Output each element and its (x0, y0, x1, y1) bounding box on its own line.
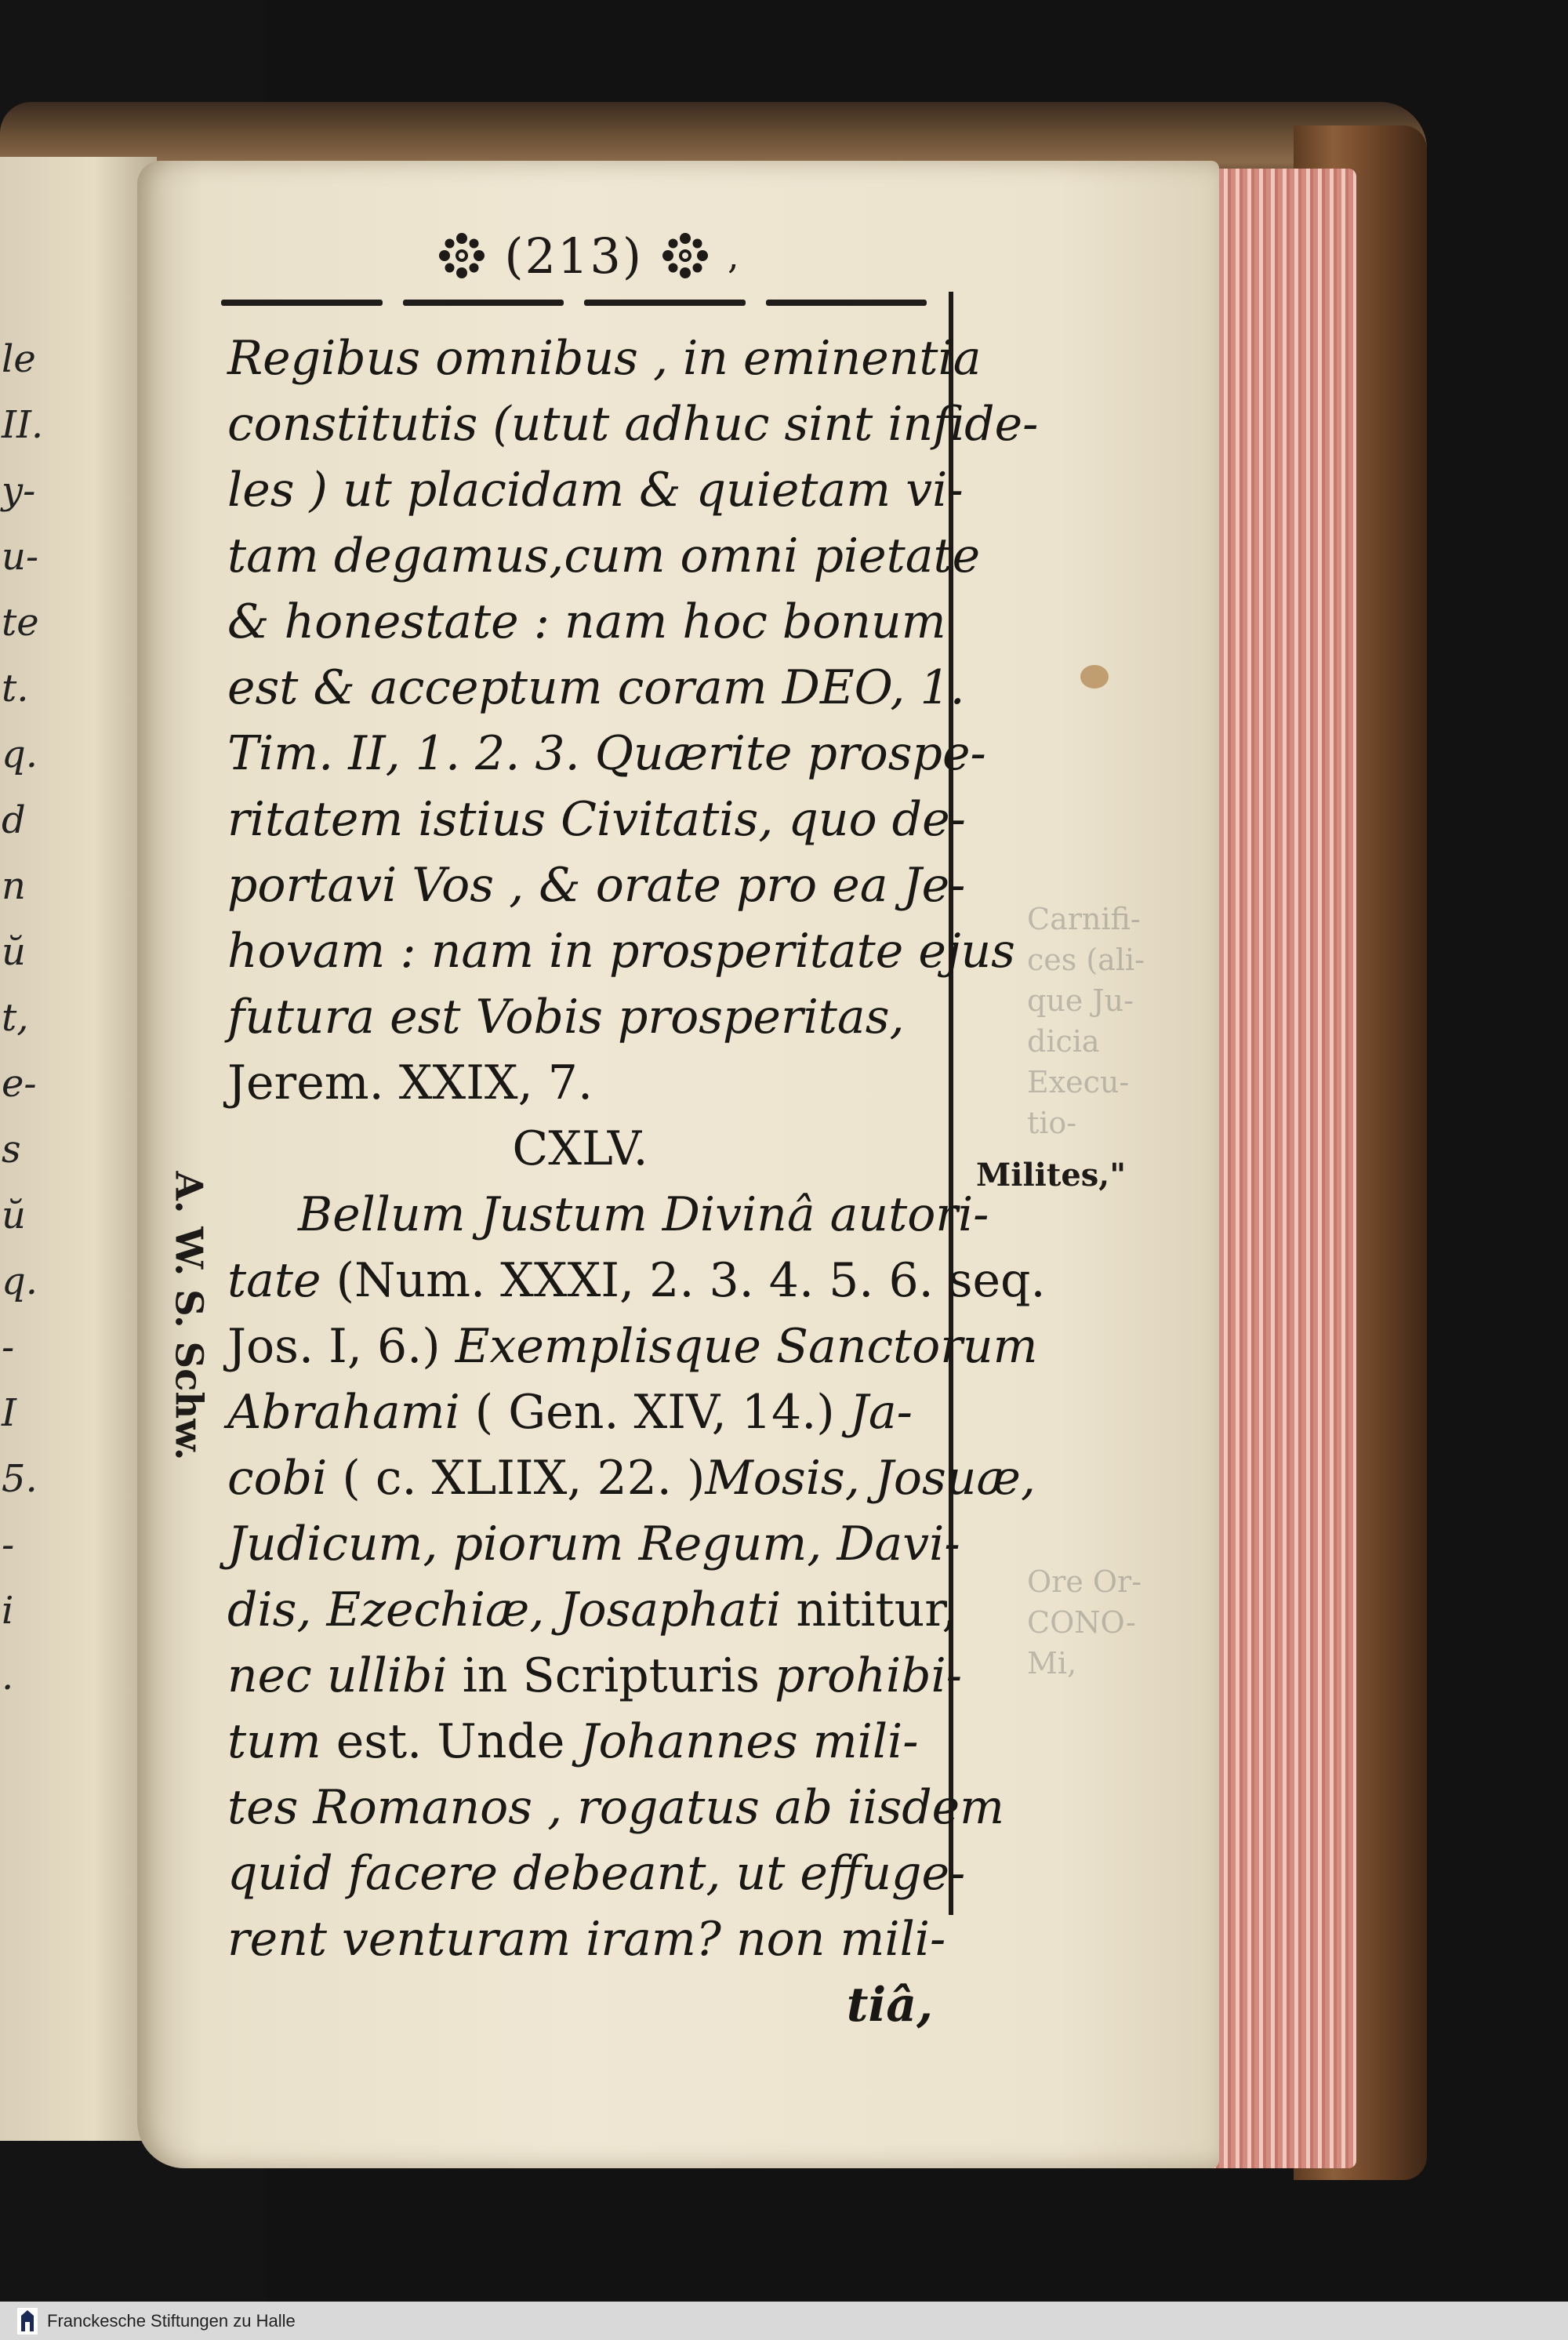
text-run: Bellum Justum Divinâ autori- (298, 1187, 989, 1242)
text-run: in Scripturis (447, 1648, 775, 1703)
text-line (227, 1379, 933, 1445)
ghost-text: Mi, (1027, 1646, 1077, 1681)
text-run: dis, Ezechiæ, Josaphati (227, 1582, 782, 1637)
text-line (227, 1314, 1038, 1379)
text-line (227, 1445, 1036, 1511)
rule-segment (584, 300, 746, 306)
ghost-text: CONO- (1027, 1605, 1136, 1640)
text-line (227, 721, 986, 787)
text-line (227, 325, 982, 391)
text-run: Abrahami (227, 1385, 460, 1440)
ghost-text: dicia (1027, 1024, 1100, 1059)
text-run: ( c. XLIIX, 22. ) (327, 1451, 706, 1506)
text-run: tam degamus,cum omni pietate (227, 529, 981, 583)
text-line (227, 1906, 946, 1972)
text-run: nititur, (781, 1582, 957, 1637)
ghost-text: que Ju- (1027, 983, 1134, 1018)
text-run: portavi Vos , & orate pro ea Je- (227, 858, 966, 913)
prev-page-fragment: ŭ (2, 1194, 26, 1237)
text-run: Jos. I, 6.) (227, 1319, 456, 1374)
ghost-text: Carnifi- (1027, 902, 1141, 936)
text-line (227, 1577, 957, 1643)
text-line (227, 1840, 966, 1906)
prev-page-fragment: - (2, 1523, 15, 1567)
text-run: Regibus omnibus , in eminentia (227, 331, 982, 386)
header-mark: , (728, 234, 739, 277)
text-line (227, 1775, 1005, 1840)
page-edges (1207, 169, 1356, 2168)
side-signature (157, 1161, 220, 1474)
ghost-text: ces (ali- (1027, 943, 1145, 977)
text-line (227, 589, 946, 655)
text-run: ritatem istius Civitatis, quo de- (227, 792, 966, 847)
rule-segment (221, 300, 383, 306)
text-run: Ja- (849, 1385, 913, 1440)
prev-page-fragment: e- (2, 1062, 37, 1106)
catchword: tiâ, (846, 1978, 933, 2033)
prev-page-fragment: n (2, 864, 26, 908)
prev-page-fragment: . (2, 1655, 14, 1699)
text-line (227, 852, 966, 918)
text-line (227, 457, 964, 523)
prev-page-fragment: t, (2, 996, 29, 1040)
prev-page-fragment: u- (2, 535, 39, 579)
text-run: Judicum, piorum Regum, Davi- (227, 1517, 960, 1572)
text-run: tum (227, 1714, 321, 1769)
text-run: & honestate : nam hoc bonum (227, 594, 946, 649)
text-run: est & acceptum coram DEO, 1. (227, 660, 965, 715)
text-run: constitutis (utut adhuc sint infide- (227, 397, 1039, 452)
text-run: Mosis, Josuæ, (705, 1451, 1036, 1506)
ghost-text: tio- (1027, 1106, 1077, 1140)
text-run: nec ullibi (227, 1648, 448, 1703)
text-line (227, 523, 981, 589)
text-line (227, 1050, 933, 1116)
text-run: tes Romanos , rogatus ab iisdem (227, 1780, 1005, 1835)
text-line (227, 1643, 963, 1709)
prev-page-fragment: le (2, 337, 36, 381)
text-run: les ) ut placidam & quietam vi- (227, 463, 964, 518)
text-line (227, 918, 1015, 984)
page-header (423, 224, 753, 287)
text-run: est. Unde (321, 1714, 580, 1769)
ghost-text: Ore Or- (1027, 1564, 1142, 1599)
rosette-ornament-icon (437, 231, 487, 281)
text-line (227, 984, 933, 1050)
prev-page-fragment: d (2, 798, 26, 842)
prev-page-fragment: t. (2, 667, 29, 710)
prev-page-fragment: i (2, 1589, 14, 1633)
prev-page-fragment: - (2, 1325, 15, 1369)
footer-bar (0, 2302, 1568, 2340)
marginal-note: Milites," (976, 1157, 1127, 1194)
page-number: (213) (504, 227, 644, 285)
text-line (227, 1248, 1046, 1314)
header-rule (221, 300, 927, 311)
text-run: rent venturam iram? non mili- (227, 1912, 946, 1967)
rosette-ornament-icon (660, 231, 710, 281)
text-run: cobi (227, 1451, 328, 1506)
previous-page-edge (0, 157, 157, 2141)
text-run: Tim. II, 1. 2. 3. Quærite prospe- (227, 726, 986, 781)
institution-logo-icon (17, 2308, 38, 2335)
section-heading: CXLV. (512, 1121, 648, 1176)
footer-institution: Franckesche Stiftungen zu Halle (47, 2310, 296, 2331)
signature-text: A. W. S. Schw. (166, 1171, 211, 1461)
prev-page-fragment: y- (2, 469, 36, 513)
text-run: (Num. XXXI, 2. 3. 4. 5. 6. seq. (321, 1253, 1046, 1308)
rule-segment (403, 300, 564, 306)
text-line (227, 1511, 960, 1577)
text-run: Johannes mili- (579, 1714, 919, 1769)
text-line (227, 655, 965, 721)
text-run: prohibi- (775, 1648, 963, 1703)
prev-page-fragment: I (2, 1391, 16, 1435)
text-run: ( Gen. XIV, 14.) (459, 1385, 850, 1440)
prev-page-fragment: q. (2, 1259, 38, 1303)
prev-page-fragment: ŭ (2, 930, 26, 974)
text-run: Exemplisque Sanctorum (455, 1319, 1038, 1374)
ghost-text: Execu- (1027, 1065, 1130, 1099)
prev-page-fragment: II. (2, 403, 44, 447)
text-run: Jerem. XXIX, 7. (227, 1056, 593, 1110)
text-run: quid facere debeant, ut effuge- (227, 1846, 966, 1901)
text-run: hovam : nam in prosperitate ejus (227, 924, 1015, 979)
rule-segment (766, 300, 927, 306)
text-line (227, 391, 1039, 457)
text-line (227, 787, 966, 852)
text-run: futura est Vobis prosperitas, (227, 990, 905, 1045)
prev-page-fragment: 5. (2, 1457, 38, 1501)
text-line (227, 1182, 989, 1248)
text-run: tate (227, 1253, 321, 1308)
text-line (227, 1709, 933, 1775)
prev-page-fragment: te (2, 601, 39, 645)
body-text (227, 325, 1046, 2038)
prev-page-fragment: s (2, 1128, 21, 1172)
prev-page-fragment: q. (2, 732, 38, 776)
